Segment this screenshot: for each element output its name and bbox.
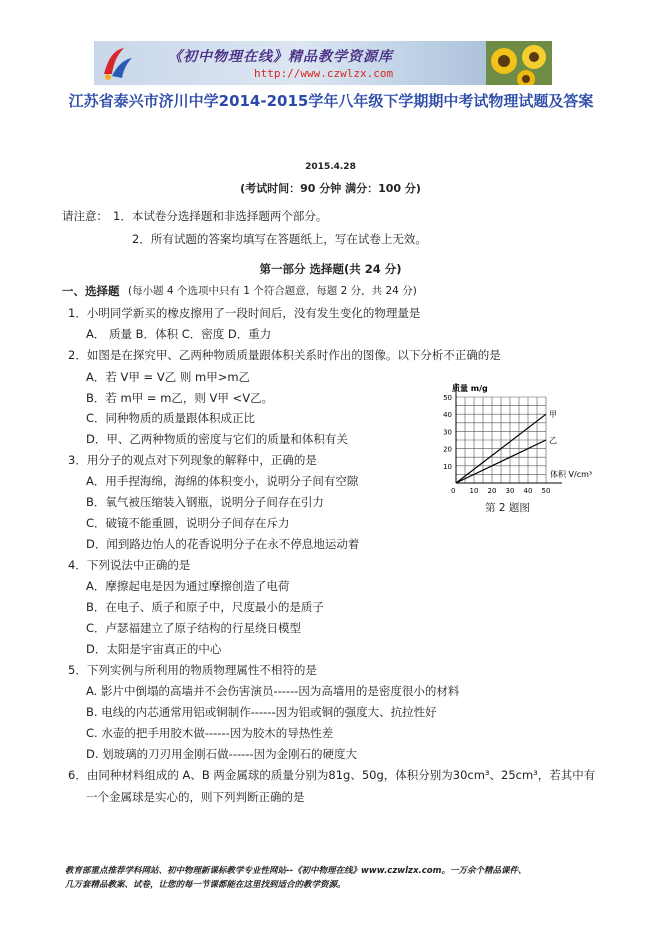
question-stem-cont: 一个金属球是实心的，则下列判断正确的是 [86, 790, 305, 804]
y-tick-label: 20 [443, 445, 452, 454]
question-options: A． 质量 B．体积 C．密度 D．重力 [86, 327, 272, 341]
option: B．在电子、质子和原子中，尺度最小的是质子 [86, 600, 324, 614]
question-stem: 5．下列实例与所利用的物质物理属性不相符的是 [68, 663, 317, 677]
y-tick-label: 30 [443, 428, 452, 437]
mass-volume-graph [436, 371, 606, 513]
graph-caption: 第 2 题图 [485, 502, 530, 514]
note-item: 2．所有试题的答案均填写在答题纸上，写在试卷上无效。 [132, 232, 427, 246]
series-label: 乙 [549, 436, 557, 445]
site-logo-icon [100, 44, 134, 82]
x-tick-label: 50 [541, 487, 551, 495]
footer-line: 几万套精品教案、试卷，让您的每一节课都能在这里找到适合的教学资源。 [65, 880, 346, 890]
x-tick-label: 10 [469, 487, 479, 495]
option: C．同种物质的质量跟体积成正比 [86, 411, 256, 425]
question-stem: 3．用分子的观点对下列现象的解释中，正确的是 [68, 453, 317, 467]
y-axis-label: 质量 m/g [452, 384, 488, 393]
section-label: 一、选择题 [62, 284, 120, 298]
question-stem: 1．小明同学新买的橡皮擦用了一段时间后，没有发生变化的物理量是 [68, 306, 421, 320]
footer [65, 864, 605, 892]
x-tick-label: 40 [523, 487, 533, 495]
x-tick-label: 20 [487, 487, 497, 495]
y-tick-label: 40 [443, 411, 452, 420]
option: A．若 V甲 = V乙 则 m甲>m乙 [86, 370, 251, 384]
section-desc: (每小题 4 个选项中只有 1 个符合题意，每题 2 分，共 24 分) [128, 285, 417, 297]
option: C．破镜不能重圆，说明分子间存在斥力 [86, 516, 290, 530]
sunflower-image [486, 41, 552, 85]
notes-label: 请注意： [62, 209, 108, 223]
origin-label: 0 [451, 487, 456, 495]
option: A．用手捏海绵，海绵的体积变小，说明分子间有空隙 [86, 474, 359, 488]
question-stem: 6．由同种材料组成的 A、B 两金属球的质量分别为81g、50g，体积分别为30cm³、25cm³，若其中有 [68, 768, 596, 782]
option: A．摩擦起电是因为通过摩擦创造了电荷 [86, 579, 290, 593]
option: B．氧气被压缩装入钢瓶，说明分子间存在引力 [86, 495, 324, 509]
option: C. 水壶的把手用胶木做------因为胶木的导热性差 [86, 726, 334, 740]
x-axis-label: 体积 V/cm³ [550, 470, 593, 479]
banner-title: 《初中物理在线》精品教学资源库 [168, 49, 393, 65]
exam-date: 2015.4.28 [305, 162, 356, 172]
option: D．甲、乙两种物质的密度与它们的质量和体积有关 [86, 432, 348, 446]
header-banner [94, 41, 552, 85]
banner-url[interactable]: http://www.czwlzx.com [254, 67, 394, 80]
question-stem: 4．下列说法中正确的是 [68, 558, 191, 572]
series-label: 甲 [549, 410, 557, 420]
exam-time-info: (考试时间：90 分钟 满分：100 分) [240, 182, 421, 195]
option: C．卢瑟福建立了原子结构的行星绕日模型 [86, 621, 302, 635]
option: D．太阳是宇宙真正的中心 [86, 642, 222, 656]
option: A. 影片中倒塌的高墙并不会伤害演员------因为高墙用的是密度很小的材料 [86, 684, 460, 698]
question-stem: 2．如图是在探究甲、乙两种物质质量跟体积关系时作出的图像。以下分析不正确的是 [68, 348, 501, 362]
y-tick-label: 10 [443, 462, 452, 471]
option: B. 电线的内芯通常用铝或铜制作------因为铝或铜的强度大、抗拉性好 [86, 705, 437, 719]
option: D. 划玻璃的刀刃用金刚石做------因为金刚石的硬度大 [86, 747, 358, 761]
option: D．闻到路边怡人的花香说明分子在永不停息地运动着 [86, 537, 360, 551]
note-item: 1．本试卷分选择题和非选择题两个部分。 [113, 209, 328, 223]
y-tick-label: 50 [443, 394, 452, 402]
part1-title: 第一部分 选择题(共 24 分) [259, 262, 402, 276]
document-title: 江苏省泰兴市济川中学2014-2015学年八年级下学期期中考试物理试题及答案 [68, 92, 594, 110]
graph-grid [456, 397, 546, 483]
x-tick-label: 30 [505, 487, 515, 495]
footer-line: 教育部重点推荐学科网站、初中物理新课标教学专业性网站--《初中物理在线》www.czwlzx.com。一万余个精品课件、 [65, 866, 527, 876]
option: B．若 m甲 = m乙，则 V甲 <V乙。 [86, 391, 274, 405]
